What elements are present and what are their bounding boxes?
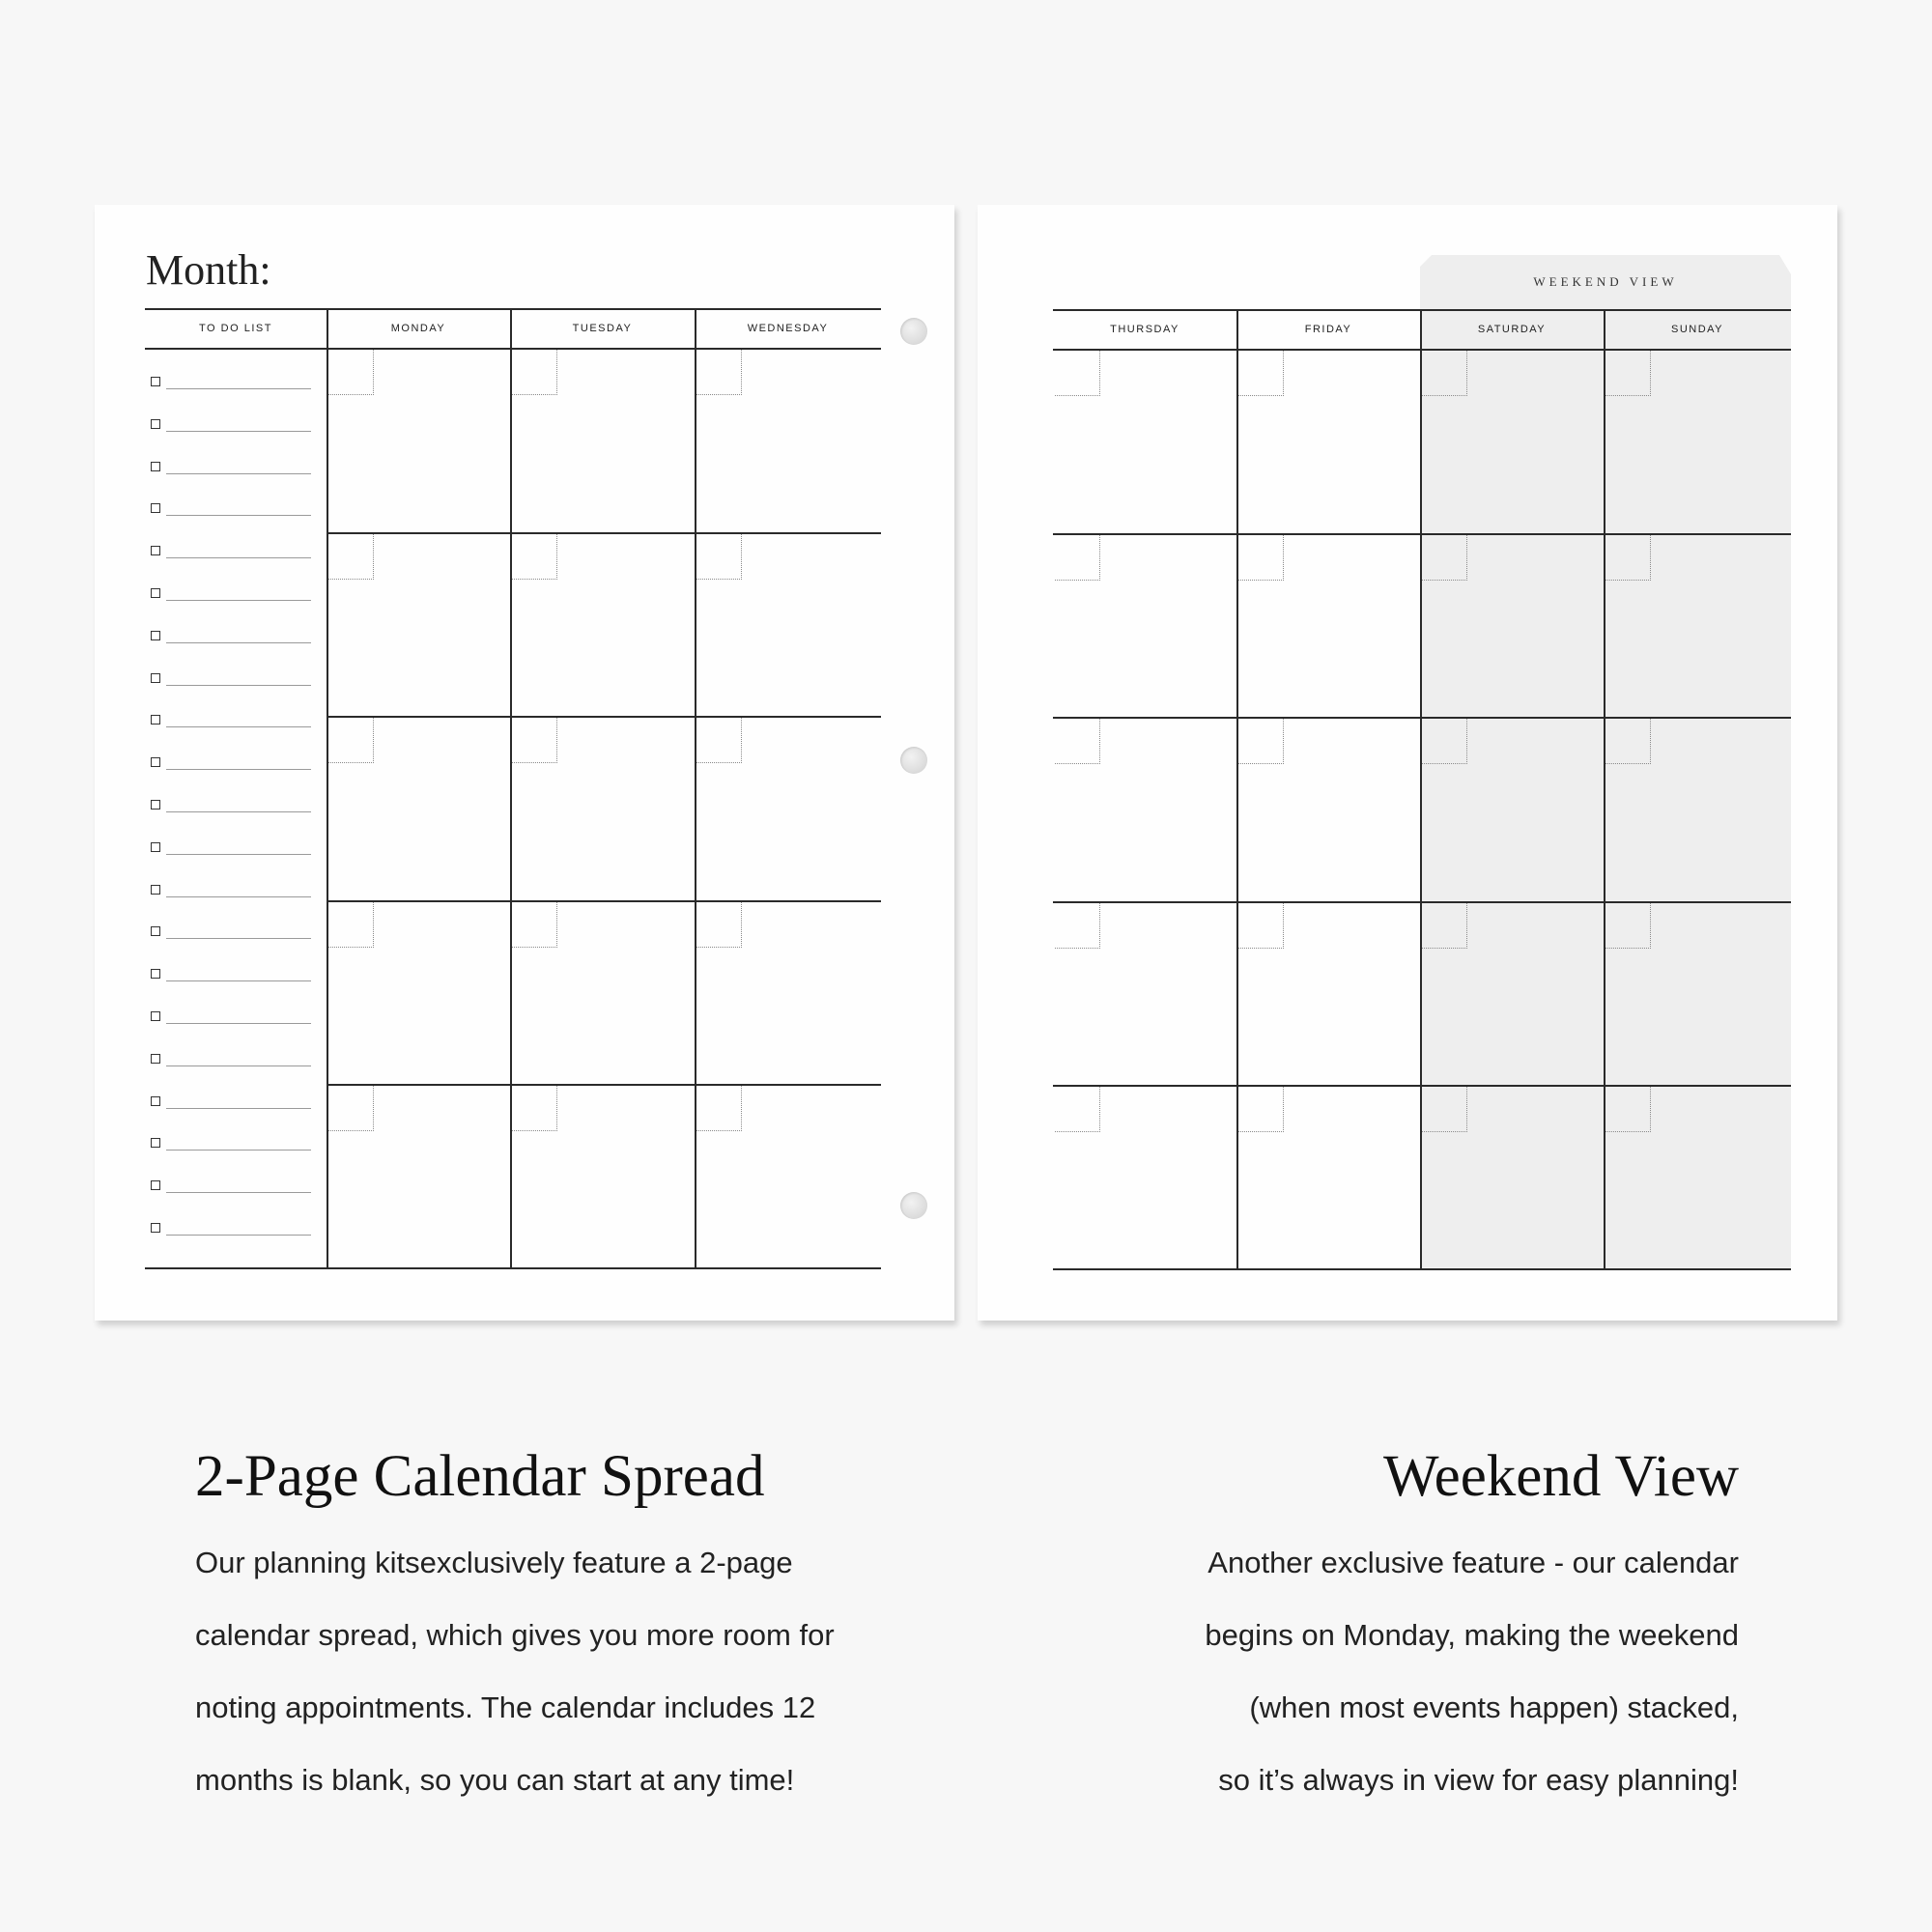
todo-list-header: TO DO LIST	[199, 323, 272, 334]
todo-item[interactable]	[151, 498, 311, 516]
punch-hole	[900, 747, 927, 774]
todo-write-line	[166, 600, 311, 601]
todo-checkbox[interactable]	[151, 1223, 160, 1233]
left-caption-line: noting appointments. The calendar includes 12	[195, 1690, 816, 1724]
todo-checkbox[interactable]	[151, 588, 160, 598]
todo-write-line	[166, 431, 311, 432]
todo-item[interactable]	[151, 1092, 311, 1109]
weekend-view-label: WEEKEND VIEW	[1533, 274, 1678, 289]
calendar-left-page	[95, 205, 954, 1321]
left-caption-line: calendar spread, which gives you more room for	[195, 1618, 835, 1652]
todo-checkbox[interactable]	[151, 969, 160, 979]
date-number-box	[696, 534, 742, 580]
todo-item[interactable]	[151, 710, 311, 727]
date-number-box	[1238, 535, 1284, 581]
date-number-box	[1422, 903, 1467, 949]
todo-checkbox[interactable]	[151, 1138, 160, 1148]
todo-item[interactable]	[151, 457, 311, 474]
date-number-box	[1605, 535, 1651, 581]
week-rule	[327, 1084, 881, 1086]
week-rule	[327, 532, 881, 534]
week-rule	[327, 900, 881, 902]
todo-write-line	[166, 811, 311, 812]
day-header-wednesday: WEDNESDAY	[747, 323, 829, 334]
todo-checkbox[interactable]	[151, 673, 160, 683]
right-caption-line: so it’s always in view for easy planning!	[1218, 1763, 1739, 1797]
punch-hole	[900, 318, 927, 345]
right-caption-line: (when most events happen) stacked,	[1249, 1690, 1739, 1724]
todo-item[interactable]	[151, 922, 311, 939]
todo-write-line	[166, 980, 311, 981]
todo-write-line	[166, 854, 311, 855]
todo-write-line	[166, 938, 311, 939]
date-number-box	[1238, 1087, 1284, 1132]
todo-item[interactable]	[151, 626, 311, 643]
day-header-thursday: THURSDAY	[1110, 324, 1179, 335]
todo-write-line	[166, 1192, 311, 1193]
date-number-box	[1238, 351, 1284, 396]
date-number-box	[696, 718, 742, 763]
todo-checkbox[interactable]	[151, 419, 160, 429]
grid-bottom-rule	[1053, 1268, 1791, 1270]
date-number-box	[1055, 535, 1100, 581]
todo-write-line	[166, 388, 311, 389]
date-number-box	[1238, 903, 1284, 949]
todo-write-line	[166, 1108, 311, 1109]
date-number-box	[1055, 719, 1100, 764]
day-header-saturday: SATURDAY	[1477, 324, 1547, 335]
todo-checkbox[interactable]	[151, 1054, 160, 1064]
todo-checkbox[interactable]	[151, 926, 160, 936]
date-number-box	[512, 1086, 557, 1131]
todo-checkbox[interactable]	[151, 715, 160, 724]
date-number-box	[696, 350, 742, 395]
todo-checkbox[interactable]	[151, 1180, 160, 1190]
todo-item[interactable]	[151, 1218, 311, 1236]
date-number-box	[1605, 903, 1651, 949]
todo-item[interactable]	[151, 1007, 311, 1024]
todo-item[interactable]	[151, 583, 311, 601]
date-number-box	[696, 902, 742, 948]
todo-write-line	[166, 1150, 311, 1151]
date-number-box	[512, 534, 557, 580]
todo-checkbox[interactable]	[151, 503, 160, 513]
todo-item[interactable]	[151, 838, 311, 855]
day-header-friday: FRIDAY	[1304, 324, 1352, 335]
todo-write-line	[166, 642, 311, 643]
date-number-box	[1422, 1087, 1467, 1132]
punch-hole	[900, 1192, 927, 1219]
todo-checkbox[interactable]	[151, 546, 160, 555]
day-header-monday: MONDAY	[390, 323, 446, 334]
todo-checkbox[interactable]	[151, 842, 160, 852]
date-number-box	[512, 902, 557, 948]
todo-write-line	[166, 769, 311, 770]
todo-checkbox[interactable]	[151, 462, 160, 471]
left-caption-line: Our planning kitsexclusively feature a 2-page	[195, 1546, 793, 1579]
todo-write-line	[166, 1235, 311, 1236]
date-number-box	[1605, 351, 1651, 396]
todo-item[interactable]	[151, 1176, 311, 1193]
todo-item[interactable]	[151, 372, 311, 389]
todo-write-line	[166, 1023, 311, 1024]
todo-checkbox[interactable]	[151, 885, 160, 895]
day-header-sunday: SUNDAY	[1670, 324, 1724, 335]
week-rule	[327, 716, 881, 718]
todo-write-line	[166, 515, 311, 516]
date-number-box	[512, 350, 557, 395]
date-number-box	[1055, 351, 1100, 396]
grid-bottom-rule	[145, 1267, 881, 1269]
date-number-box	[1422, 351, 1467, 396]
date-number-box	[1422, 535, 1467, 581]
todo-write-line	[166, 1065, 311, 1066]
date-number-box	[1238, 719, 1284, 764]
todo-checkbox[interactable]	[151, 1011, 160, 1021]
todo-checkbox[interactable]	[151, 1096, 160, 1106]
todo-write-line	[166, 726, 311, 727]
date-number-box	[1605, 719, 1651, 764]
date-number-box	[328, 350, 374, 395]
todo-item[interactable]	[151, 753, 311, 770]
todo-item[interactable]	[151, 414, 311, 432]
todo-item[interactable]	[151, 1133, 311, 1151]
todo-item[interactable]	[151, 795, 311, 812]
date-number-box	[696, 1086, 742, 1131]
date-number-box	[328, 534, 374, 580]
right-caption-line: Another exclusive feature - our calendar	[1208, 1546, 1739, 1579]
todo-write-line	[166, 685, 311, 686]
date-number-box	[1605, 1087, 1651, 1132]
month-label: Month:	[146, 246, 271, 294]
calendar-right-page	[978, 205, 1837, 1321]
todo-item[interactable]	[151, 964, 311, 981]
date-number-box	[1422, 719, 1467, 764]
todo-write-line	[166, 557, 311, 558]
date-number-box	[512, 718, 557, 763]
right-caption-line: begins on Monday, making the weekend	[1205, 1618, 1739, 1652]
todo-checkbox[interactable]	[151, 631, 160, 640]
todo-checkbox[interactable]	[151, 800, 160, 810]
todo-item[interactable]	[151, 880, 311, 897]
right-caption-title: Weekend View	[1382, 1444, 1739, 1509]
date-number-box	[1055, 1087, 1100, 1132]
todo-item[interactable]	[151, 1049, 311, 1066]
todo-item[interactable]	[151, 541, 311, 558]
todo-checkbox[interactable]	[151, 757, 160, 767]
todo-write-line	[166, 473, 311, 474]
left-caption-line: months is blank, so you can start at any time!	[195, 1763, 795, 1797]
date-number-box	[328, 718, 374, 763]
date-number-box	[328, 902, 374, 948]
date-number-box	[1055, 903, 1100, 949]
todo-write-line	[166, 896, 311, 897]
day-header-tuesday: TUESDAY	[572, 323, 633, 334]
todo-checkbox[interactable]	[151, 377, 160, 386]
todo-item[interactable]	[151, 668, 311, 686]
date-number-box	[328, 1086, 374, 1131]
left-caption-title: 2-Page Calendar Spread	[195, 1444, 765, 1509]
